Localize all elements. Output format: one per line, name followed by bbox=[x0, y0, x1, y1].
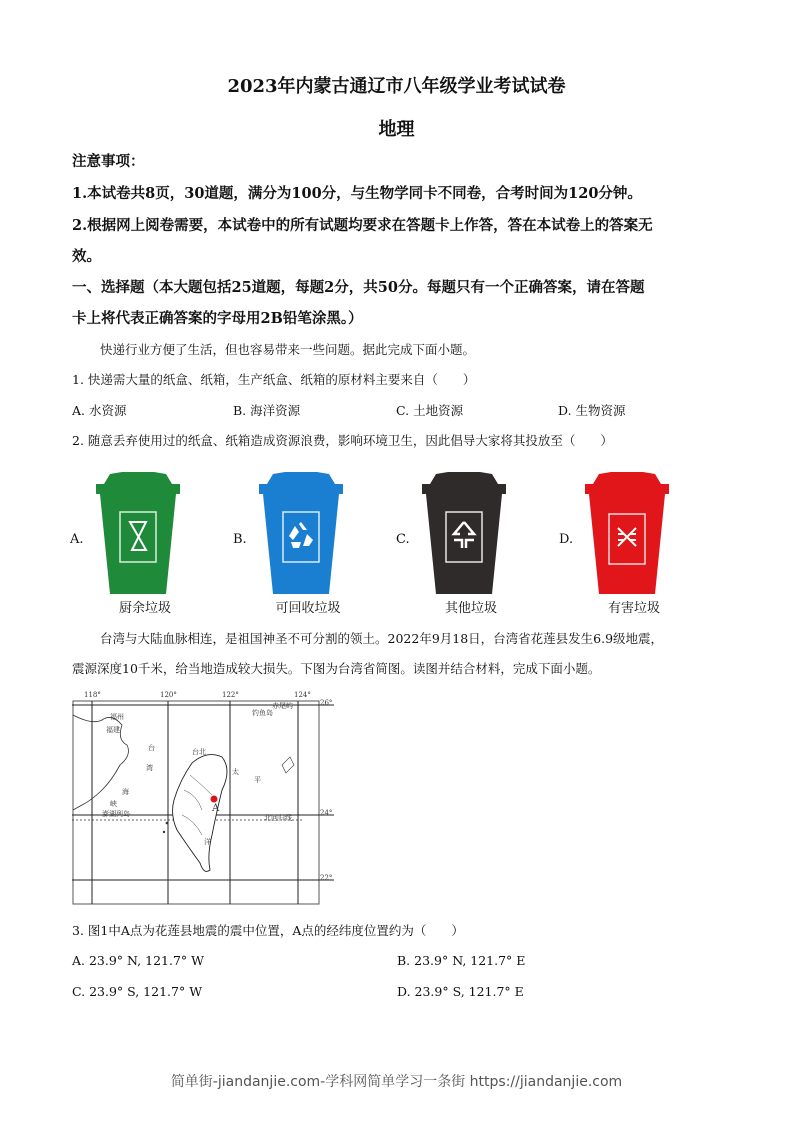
red-bin-icon bbox=[581, 466, 673, 596]
q2-option-b[interactable] bbox=[233, 462, 383, 622]
bin-label: 厨余垃圾 bbox=[118, 601, 171, 616]
q1-option-b[interactable]: B. 海洋资源 bbox=[233, 403, 301, 418]
q3-option-a[interactable]: A. 23.9° N, 121.7° W bbox=[72, 953, 204, 968]
q1-option-a[interactable]: A. 水资源 bbox=[72, 403, 127, 418]
epicenter-marker bbox=[211, 796, 218, 803]
green-bin-icon bbox=[92, 466, 184, 596]
q2-option-d[interactable] bbox=[559, 462, 709, 622]
black-bin-icon bbox=[418, 466, 510, 596]
taiwan-map: 118° 120° 122° 124° 26° 24° 22° 福州 福建 台 湾 海 峡 澎湖列岛 台北 钓鱼岛 赤尾屿 太 平 北回归线 洋 A bbox=[72, 695, 334, 907]
q1-stem: 1. 快递需大量的纸盒、纸箱，生产纸盒、纸箱的原材料主要来自（ ） bbox=[72, 372, 476, 387]
passage2-line2: 震源深度10千米，给当地造成较大损失。下图为台湾省简图。读图并结合材料，完成下面小题。 bbox=[72, 661, 601, 676]
subject-title: 地理 bbox=[378, 119, 415, 140]
blue-bin-icon bbox=[255, 466, 347, 596]
option-letter: D. bbox=[559, 532, 574, 547]
q3-option-d[interactable]: D. 23.9° S, 121.7° E bbox=[397, 984, 524, 999]
q2-stem: 2. 随意丢弃使用过的纸盒、纸箱造成资源浪费，影响环境卫生，因此倡导大家将其投放至（ ） bbox=[72, 433, 613, 448]
notice-item-2-cont: 效。 bbox=[72, 248, 101, 265]
option-letter: B. bbox=[233, 532, 247, 547]
bin-label: 其他垃圾 bbox=[444, 601, 497, 616]
notice-heading: 注意事项： bbox=[72, 153, 145, 170]
exam-title: 2023年内蒙古通辽市八年级学业考试试卷 bbox=[227, 76, 566, 97]
option-letter: A. bbox=[70, 532, 84, 547]
q3-option-c[interactable]: C. 23.9° S, 121.7° W bbox=[72, 984, 203, 999]
section1-intro: 快递行业方便了生活，但也容易带来一些问题。据此完成下面小题。 bbox=[100, 342, 476, 357]
bin-label: 可回收垃圾 bbox=[275, 601, 341, 616]
q3-option-b[interactable]: B. 23.9° N, 121.7° E bbox=[397, 953, 526, 968]
section1-heading-line1: 一、选择题（本大题包括25道题，每题2分，共50分。每题只有一个正确答案，请在答题 bbox=[72, 279, 645, 296]
section1-heading-line2: 卡上将代表正确答案的字母用2B铅笔涂黑。） bbox=[72, 310, 363, 327]
q2-option-a[interactable] bbox=[70, 462, 220, 622]
q1-option-d[interactable]: D. 生物资源 bbox=[558, 403, 626, 418]
notice-item-2: 2.根据网上阅卷需要，本试卷中的所有试题均要求在答题卡上作答，答在本试卷上的答案无 bbox=[72, 217, 653, 234]
q2-option-c[interactable] bbox=[396, 462, 546, 622]
q2-bin-options bbox=[70, 462, 730, 622]
notice-item-1: 1.本试卷共8页，30道题，满分为100分，与生物学同卡不同卷，合考时间为120分钟。 bbox=[72, 185, 642, 202]
q3-stem: 3. 图1中A点为花莲县地震的震中位置，A点的经纬度位置约为（ ） bbox=[72, 923, 464, 938]
option-letter: C. bbox=[396, 532, 410, 547]
q1-option-c[interactable]: C. 土地资源 bbox=[396, 403, 464, 418]
bin-label: 有害垃圾 bbox=[607, 601, 660, 616]
passage2-line1: 台湾与大陆血脉相连，是祖国神圣不可分割的领土。2022年9月18日，台湾省花莲县发生6.9级地震， bbox=[100, 631, 664, 646]
footer-watermark: 简单街-jiandanjie.com-学科网简单学习一条街 https://jiandanjie.com bbox=[170, 1074, 623, 1090]
